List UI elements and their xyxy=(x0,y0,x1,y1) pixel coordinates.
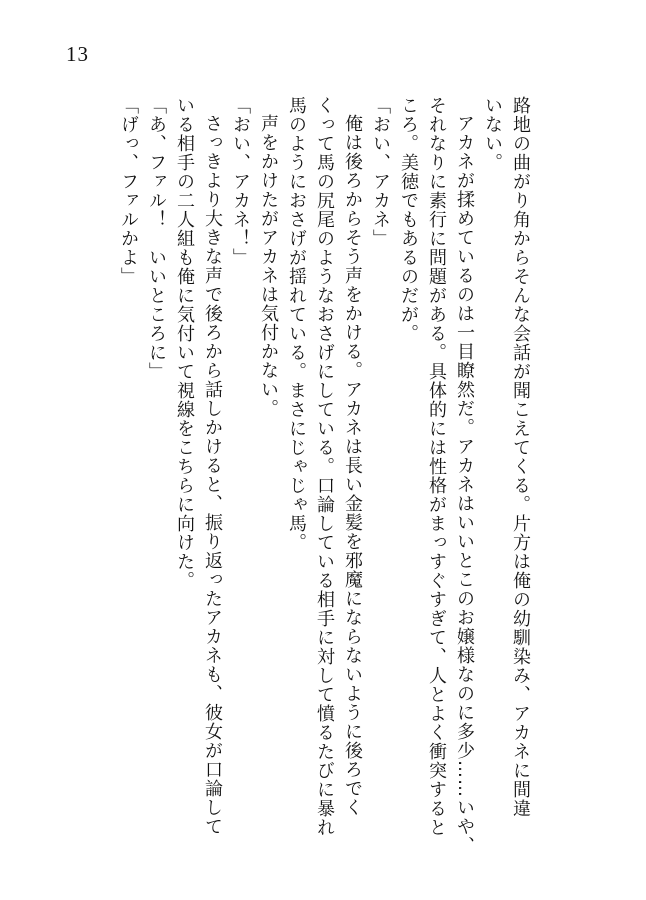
text-line: くって馬の尻尾のようなおさげにしている。口論している相手に対して憤るたびに暴れ xyxy=(314,96,335,837)
text-line: いない。 xyxy=(482,96,503,172)
text-line: いる相手の二人組も俺に気付いて視線をこちらに向けた。 xyxy=(174,96,195,590)
text-line: ころ。美徳でもあるのだが。 xyxy=(398,96,419,343)
text-line: 路地の曲がり角からそんな会話が聞こえてくる。片方は俺の幼馴染み、アカネに間違 xyxy=(510,96,531,818)
text-line: 「あ、ファル！ いいところに」 xyxy=(146,96,167,381)
text-line: 俺は後ろからそう声をかける。アカネは長い金髪を邪魔にならないように後ろでく xyxy=(342,114,363,817)
text-line: アカネが揉めているのは一目瞭然だ。アカネはいいとこのお嬢様なのに多少……いや、 xyxy=(454,114,475,855)
text-line: 「おい、アカネ！」 xyxy=(230,96,251,267)
text-line: 馬のようにおさげが揺れている。まさにじゃじゃ馬。 xyxy=(286,96,307,552)
text-line: さっきより大きな声で後ろから話しかけると、振り返ったアカネも、彼女が口論して xyxy=(202,114,223,836)
novel-text-body xyxy=(114,96,534,855)
text-line: 「げっ、ファルかよ」 xyxy=(118,96,139,286)
text-line: 「おい、アカネ」 xyxy=(370,96,391,248)
text-line: それなりに素行に問題がある。具体的には性格がまっすぐすぎて、人とよく衝突すると xyxy=(426,96,447,837)
page-number: 13 xyxy=(66,42,89,66)
text-line: 声をかけたがアカネは気付かない。 xyxy=(258,114,279,418)
